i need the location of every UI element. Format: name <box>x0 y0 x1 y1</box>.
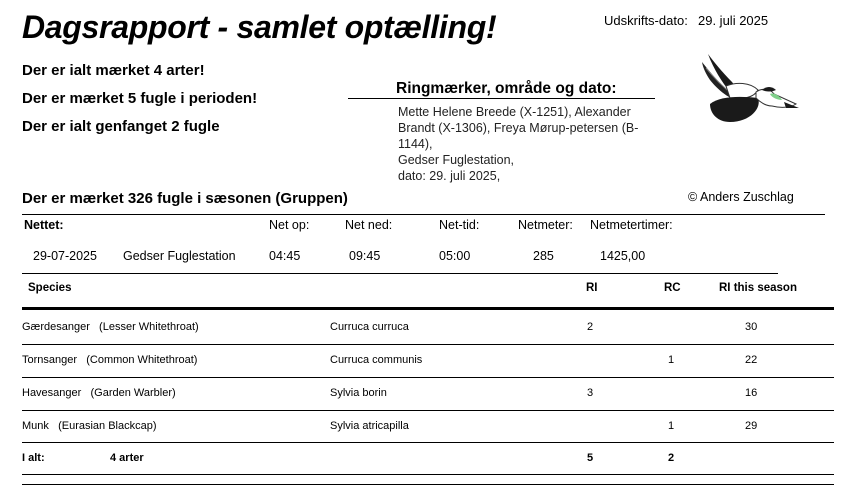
species-latin: Sylvia atricapilla <box>330 420 409 432</box>
species-danish: Havesanger <box>22 387 82 399</box>
species-english: (Garden Warbler) <box>90 387 176 399</box>
total-label: I alt: <box>22 452 45 464</box>
total-species-count: 4 arter <box>110 452 144 464</box>
net-op-value: 04:45 <box>269 249 301 263</box>
row-divider <box>22 410 834 411</box>
row-season: 16 <box>745 387 758 399</box>
species-danish: Gærdesanger <box>22 321 90 333</box>
col-ri: RI <box>586 282 598 294</box>
species-english: (Common Whitethroat) <box>86 354 198 366</box>
species-english: (Lesser Whitethroat) <box>99 321 199 333</box>
summary-recaptured: Der er ialt genfanget 2 fugle <box>22 118 220 135</box>
species-latin: Sylvia borin <box>330 387 387 399</box>
net-date: 29-07-2025 <box>33 249 97 263</box>
row-divider <box>22 442 834 443</box>
netmetertimer-value: 1425,00 <box>600 249 646 263</box>
print-date-value: 29. juli 2025 <box>698 13 769 28</box>
species-latin: Curruca communis <box>330 354 423 366</box>
season-summary: Der er mærket 326 fugle i sæsonen (Gruppen) <box>22 190 348 207</box>
summary-species-count: Der er ialt mærket 4 arter! <box>22 62 205 79</box>
net-tid-value: 05:00 <box>439 249 471 263</box>
eider-duck-logo-icon <box>700 52 800 128</box>
table-row <box>22 387 176 399</box>
ringers-place: Gedser Fuglestation, <box>398 153 515 167</box>
netmeter-label: Netmeter: <box>518 218 573 232</box>
species-english: (Eurasian Blackcap) <box>58 420 157 432</box>
summary-birds-marked: Der er mærket 5 fugle i perioden! <box>22 90 258 107</box>
net-tid-label: Net-tid: <box>439 218 480 232</box>
species-danish: Tornsanger <box>22 354 78 366</box>
row-divider <box>22 377 834 378</box>
row-ri: 2 <box>587 321 594 333</box>
table-row <box>22 321 199 333</box>
net-station: Gedser Fuglestation <box>123 249 236 263</box>
page-title: Dagsrapport - samlet optælling! <box>22 9 497 45</box>
table-row <box>22 420 157 432</box>
section-divider <box>22 214 825 215</box>
ringers-date: dato: 29. juli 2025, <box>398 169 501 183</box>
col-species: Species <box>28 282 72 294</box>
row-rc: 1 <box>668 420 675 432</box>
species-latin: Curruca curruca <box>330 321 409 333</box>
net-ned-value: 09:45 <box>349 249 381 263</box>
copyright: © Anders Zuschlag <box>688 190 794 204</box>
total-divider <box>22 474 834 475</box>
net-label: Nettet: <box>24 218 64 232</box>
ringers-details <box>398 104 668 184</box>
table-header-divider <box>22 307 834 310</box>
col-ri-season: RI this season <box>719 282 797 294</box>
row-season: 30 <box>745 321 758 333</box>
species-danish: Munk <box>22 420 49 432</box>
table-row <box>22 354 197 366</box>
row-ri: 3 <box>587 387 594 399</box>
row-season: 29 <box>745 420 758 432</box>
netmetertimer-label: Netmetertimer: <box>590 218 673 232</box>
print-date-label: Udskrifts-dato: <box>604 13 688 28</box>
row-divider <box>22 344 834 345</box>
ringers-divider <box>348 98 655 99</box>
netmeter-value: 285 <box>533 249 554 263</box>
net-op-label: Net op: <box>269 218 310 232</box>
ringers-title: Ringmærker, område og dato: <box>396 80 617 97</box>
total-rc: 2 <box>668 452 675 464</box>
col-rc: RC <box>664 282 681 294</box>
net-ned-label: Net ned: <box>345 218 393 232</box>
row-season: 22 <box>745 354 758 366</box>
total-ri: 5 <box>587 452 594 464</box>
ringers-names: Mette Helene Breede (X-1251), Alexander Brandt (X-1306), Freya Mørup-petersen (B-1144), <box>398 105 639 151</box>
bottom-divider <box>22 484 834 485</box>
net-divider <box>22 273 778 274</box>
row-rc: 1 <box>668 354 675 366</box>
